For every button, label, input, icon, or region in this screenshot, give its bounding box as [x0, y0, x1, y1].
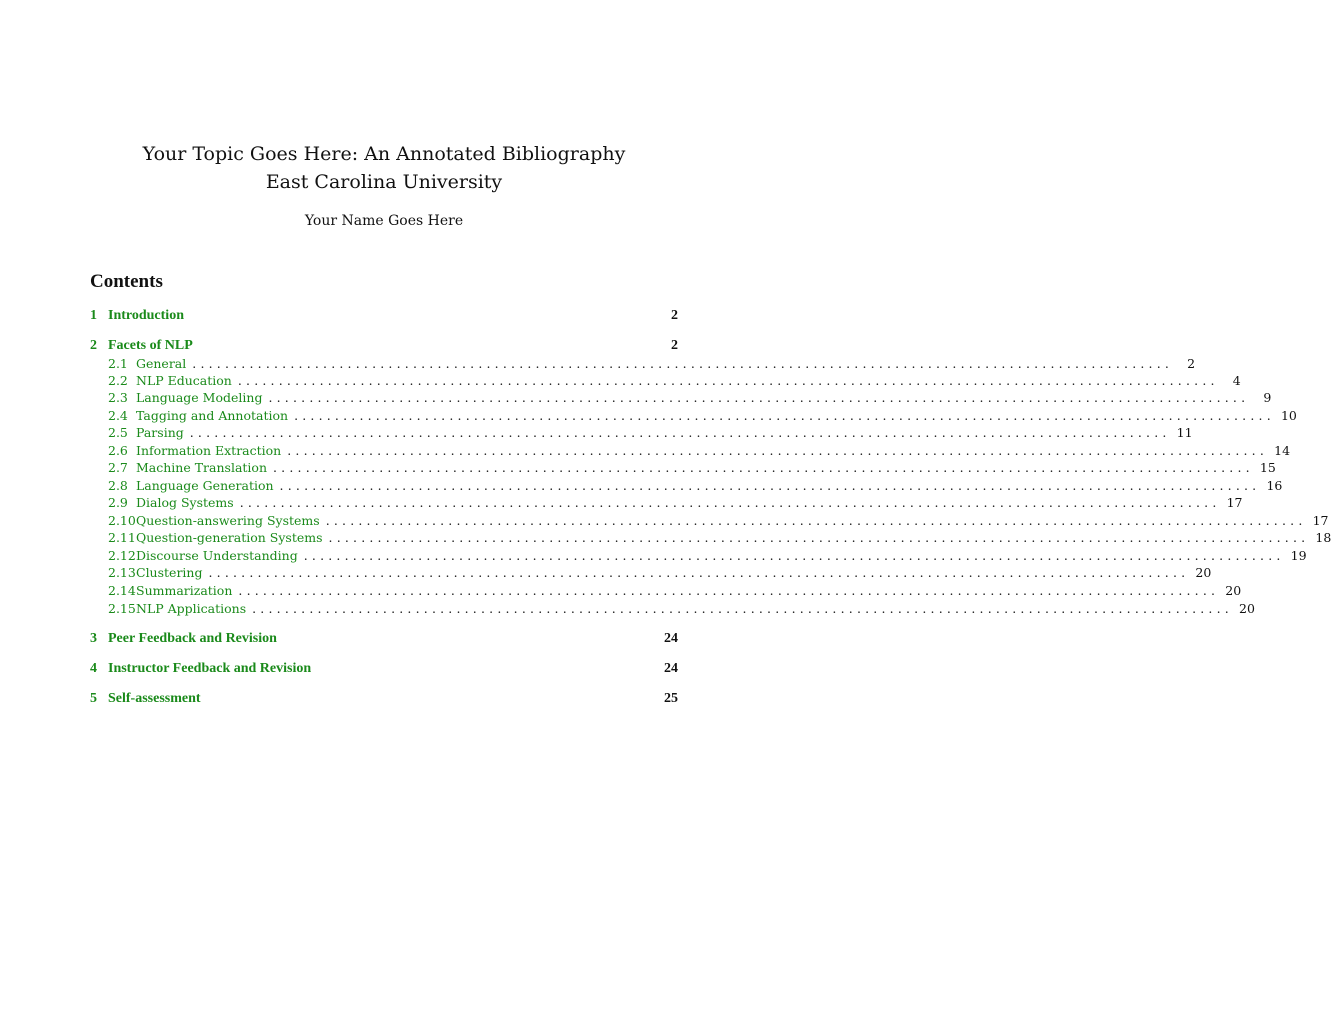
toc-page-number: 15 — [1259, 460, 1276, 475]
toc-entry-link[interactable]: General — [136, 356, 187, 371]
toc-dot-leader: ........................................................................................................................ — [287, 443, 1269, 458]
toc-subsection-row[interactable] — [90, 512, 1329, 529]
document-subtitle: East Carolina University — [265, 171, 503, 193]
toc-entry-number[interactable]: 2.13 — [108, 565, 136, 580]
toc-entry-link[interactable]: Self-assessment — [108, 691, 201, 706]
toc-page-number: 20 — [1239, 601, 1255, 616]
toc-entry-number[interactable]: 2.1 — [108, 356, 128, 371]
toc-entry-number[interactable]: 2.10 — [108, 513, 136, 528]
toc-entry-number[interactable]: 1 — [90, 308, 97, 323]
toc-page-number: 20 — [1225, 583, 1242, 598]
toc-entry-number[interactable]: 2.15 — [108, 601, 136, 616]
toc-entry-number[interactable]: 2.2 — [108, 373, 128, 388]
toc-subsection-row[interactable] — [90, 372, 1241, 389]
toc-section-row[interactable] — [90, 690, 678, 707]
toc-dot-leader: ........................................................................................................................ — [325, 513, 1307, 528]
toc-page-number: 20 — [1195, 565, 1212, 580]
toc-entry-number[interactable]: 3 — [90, 631, 97, 646]
toc-entry-link[interactable]: Question-answering Systems — [136, 513, 320, 528]
toc-page-number: 24 — [664, 661, 678, 676]
toc-entry-link[interactable]: Language Modeling — [136, 390, 263, 405]
toc-subsection-row[interactable] — [90, 355, 1196, 372]
toc-page-number: 10 — [1280, 408, 1297, 423]
title-block — [0, 140, 768, 196]
toc-entry-number[interactable]: 2.7 — [108, 460, 128, 475]
toc-subsection-row[interactable] — [90, 600, 1255, 617]
toc-entry-number[interactable]: 2.6 — [108, 443, 128, 458]
toc-page-number: 24 — [664, 631, 678, 646]
toc-subsection-row[interactable] — [90, 442, 1291, 459]
toc-subsection-row[interactable] — [90, 389, 1272, 406]
toc-entry-link[interactable]: Machine Translation — [136, 460, 267, 475]
toc-page-number: 2 — [671, 338, 678, 353]
toc-dot-leader: ........................................................................................................................ — [208, 565, 1190, 580]
toc-dot-leader: ........................................................................................................................ — [189, 425, 1171, 440]
toc-page-number: 11 — [1176, 425, 1193, 440]
contents-heading: Contents — [90, 271, 163, 292]
toc-entry-link[interactable]: Instructor Feedback and Revision — [108, 661, 312, 676]
toc-subsection-row[interactable] — [90, 564, 1212, 581]
toc-dot-leader: ........................................................................................................................ — [252, 601, 1233, 616]
toc-page-number: 18 — [1315, 530, 1331, 545]
toc-page-number: 16 — [1266, 478, 1283, 493]
toc-dot-leader: ........................................................................................................................ — [303, 548, 1285, 563]
toc-dot-leader: ........................................................................................................................ — [273, 460, 1254, 475]
toc-subsection-row[interactable] — [90, 407, 1297, 424]
toc-page-number: 17 — [1226, 495, 1243, 510]
toc-entry-number[interactable]: 2 — [90, 338, 97, 353]
toc-entry-number[interactable]: 4 — [90, 661, 97, 676]
toc-entry-number[interactable]: 5 — [90, 691, 97, 706]
toc-page-number: 2 — [1187, 356, 1196, 371]
toc-page-number: 4 — [1232, 373, 1241, 388]
toc-entry-number[interactable]: 2.12 — [108, 548, 136, 563]
toc-entry-link[interactable]: Parsing — [136, 425, 184, 440]
toc-section-row[interactable] — [90, 660, 678, 677]
toc-entry-number[interactable]: 2.8 — [108, 478, 128, 493]
toc-subsection-row[interactable] — [90, 494, 1243, 511]
toc-subsection-row[interactable] — [90, 459, 1276, 476]
toc-entry-number[interactable]: 2.5 — [108, 425, 128, 440]
toc-page-number: 14 — [1274, 443, 1291, 458]
toc-entry-link[interactable]: Summarization — [136, 583, 233, 598]
toc-entry-link[interactable]: Tagging and Annotation — [136, 408, 289, 423]
toc-subsection-row[interactable] — [90, 582, 1242, 599]
toc-section-row[interactable] — [90, 630, 678, 647]
toc-entry-link[interactable]: NLP Applications — [136, 601, 247, 616]
toc-page-number: 9 — [1263, 390, 1272, 405]
toc-dot-leader: ........................................................................................................................ — [238, 583, 1220, 598]
toc-dot-leader: ........................................................................................................................ — [328, 530, 1310, 545]
toc-entry-link[interactable]: Information Extraction — [136, 443, 282, 458]
toc-entry-number[interactable]: 2.4 — [108, 408, 128, 423]
toc-entry-link[interactable]: Facets of NLP — [108, 338, 193, 353]
toc-dot-leader: ........................................................................................................................ — [294, 408, 1275, 423]
toc-entry-number[interactable]: 2.11 — [108, 530, 136, 545]
toc-dot-leader: ........................................................................................................................ — [268, 390, 1250, 405]
toc-dot-leader: ........................................................................................................................ — [192, 356, 1174, 371]
toc-entry-link[interactable]: Dialog Systems — [136, 495, 234, 510]
toc-entry-number[interactable]: 2.3 — [108, 390, 128, 405]
toc-entry-link[interactable]: Clustering — [136, 565, 203, 580]
author-name: Your Name Goes Here — [304, 213, 464, 229]
toc-section-row[interactable] — [90, 307, 678, 324]
toc-entry-link[interactable]: Question-generation Systems — [136, 530, 323, 545]
toc-page-number: 19 — [1290, 548, 1307, 563]
toc-page-number: 25 — [664, 691, 678, 706]
toc-entry-link[interactable]: Introduction — [108, 308, 184, 323]
toc-subsection-row[interactable] — [90, 424, 1193, 441]
toc-dot-leader: ........................................................................................................................ — [239, 495, 1221, 510]
toc-page-number: 17 — [1312, 513, 1329, 528]
toc-section-row[interactable] — [90, 337, 678, 354]
toc-page-number: 2 — [671, 308, 678, 323]
toc-entry-link[interactable]: Peer Feedback and Revision — [108, 631, 277, 646]
toc-dot-leader: ........................................................................................................................ — [237, 373, 1219, 388]
toc-dot-leader: ........................................................................................................................ — [279, 478, 1261, 493]
toc-entry-number[interactable]: 2.9 — [108, 495, 128, 510]
toc-entry-number[interactable]: 2.14 — [108, 583, 136, 598]
toc-subsection-row[interactable] — [90, 477, 1283, 494]
toc-entry-link[interactable]: Discourse Understanding — [136, 548, 298, 563]
toc-subsection-row[interactable] — [90, 529, 1331, 546]
toc-entry-link[interactable]: Language Generation — [136, 478, 274, 493]
toc-subsection-row[interactable] — [90, 547, 1307, 564]
toc-entry-link[interactable]: NLP Education — [136, 373, 232, 388]
document-title: Your Topic Goes Here: An Annotated Bibliography — [142, 143, 626, 165]
